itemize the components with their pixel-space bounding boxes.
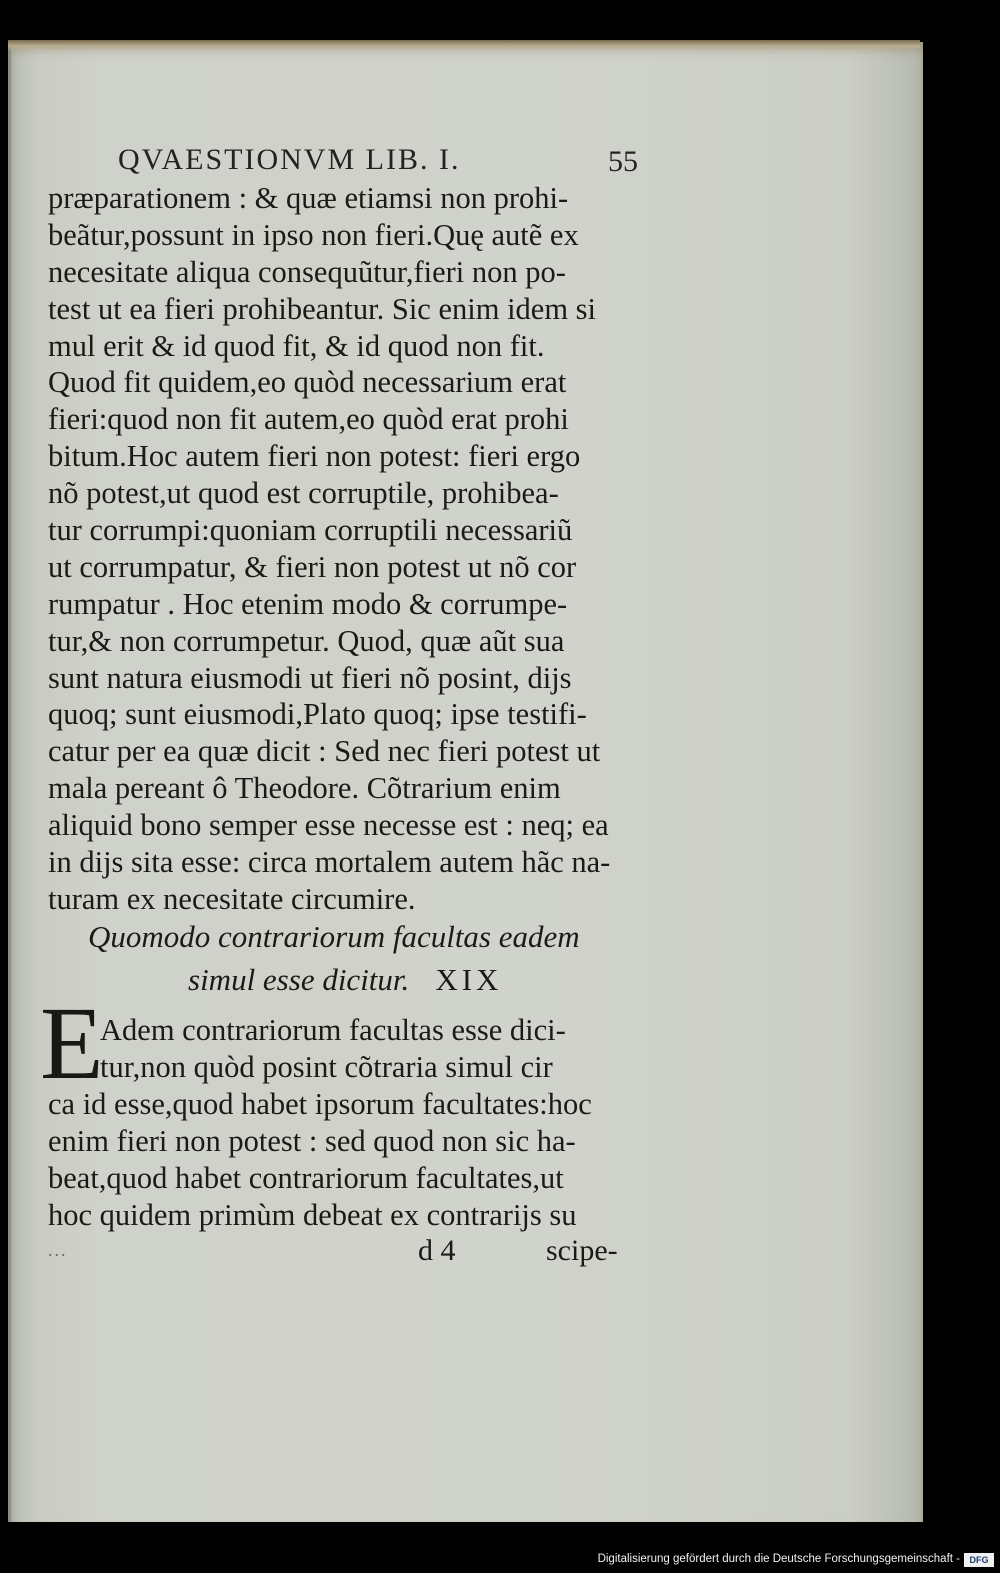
text-line: Adem contrariorum facultas esse dici- bbox=[100, 1013, 566, 1047]
dfg-logo-icon: DFG bbox=[964, 1553, 994, 1567]
text-line: enim fieri non potest : sed quod non sic ha- bbox=[48, 1123, 576, 1158]
section-number: XIX bbox=[435, 962, 503, 997]
text-line: fieri:quod non fit autem,eo quòd erat prohi bbox=[48, 402, 569, 437]
text-line: sunt natura eiusmodi ut fieri nõ posint, dijs bbox=[48, 660, 572, 695]
running-head bbox=[118, 143, 658, 183]
text-line: beãtur,possunt in ipso non fieri.Quę autẽ ex bbox=[48, 217, 579, 252]
page-top-edge bbox=[8, 40, 920, 50]
text-line: tur corrumpi:quoniam corruptili necessariũ bbox=[48, 513, 573, 548]
text-line: bitum.Hoc autem fieri non potest: fieri ergo bbox=[48, 439, 581, 474]
text-line: Quod fit quidem,eo quòd necessarium erat bbox=[48, 365, 567, 400]
text-line: hoc quidem primùm debeat ex contrarijs su bbox=[48, 1197, 577, 1232]
text-line: rumpatur . Hoc etenim modo & corrumpe- bbox=[48, 586, 568, 621]
text-line: beat,quod habet contrariorum facultates,ut bbox=[48, 1160, 564, 1195]
text-line: nõ potest,ut quod est corruptile, prohibea- bbox=[48, 476, 559, 511]
text-line: in dijs sita esse: circa mortalem autem hãc na- bbox=[48, 845, 611, 880]
text-line: mala pereant ô Theodore. Cõtrarium enim bbox=[48, 771, 561, 806]
continued-text bbox=[48, 1086, 648, 1234]
drop-initial: E bbox=[40, 986, 104, 1101]
text-line: præparationem : & quæ etiamsi non prohi- bbox=[48, 181, 569, 215]
page-footer bbox=[48, 1234, 648, 1274]
text-line: necesitate aliqua consequũtur,fieri non po- bbox=[48, 254, 566, 289]
text-line: tur,non quòd posint cõtraria simul cir bbox=[100, 1049, 553, 1084]
credit-bar bbox=[580, 1550, 1000, 1572]
credit-text: Digitalisierung gefördert durch die Deutsche Forschungsgemeinschaft - bbox=[597, 1553, 960, 1565]
text-line: ut corrumpatur, & fieri non potest ut nõ cor bbox=[48, 549, 577, 584]
running-head-title: QVAESTIONVM LIB. I. bbox=[118, 143, 461, 176]
section-heading-line2-text: simul esse dicitur. bbox=[188, 962, 410, 997]
catchword: scipe- bbox=[546, 1234, 618, 1267]
section-heading-line1: Quomodo contrariorum facultas eadem bbox=[88, 919, 580, 954]
stray-marks: ... bbox=[48, 1240, 68, 1260]
text-line: test ut ea fieri prohibeantur. Sic enim idem si bbox=[48, 291, 597, 326]
text-line: aliquid bono semper esse necesse est : neq; ea bbox=[48, 808, 609, 843]
section-heading-line2 bbox=[88, 958, 648, 1001]
page-number: 55 bbox=[608, 145, 638, 178]
text-line: ca id esse,quod habet ipsorum facultates:hoc bbox=[48, 1087, 592, 1121]
text-line: catur per ea quæ dicit : Sed nec fieri potest ut bbox=[48, 734, 601, 769]
drop-initial-text bbox=[100, 1012, 640, 1086]
text-line: turam ex necesitate circumire. bbox=[48, 881, 416, 916]
signature-mark: d 4 bbox=[418, 1234, 456, 1267]
body-text bbox=[48, 180, 648, 918]
text-line: mul erit & id quod fit, & id quod non fit. bbox=[48, 328, 545, 363]
text-line: quoq; sunt eiusmodi,Plato quoq; ipse testifi- bbox=[48, 697, 587, 732]
text-line: tur,& non corrumpetur. Quod, quæ aũt sua bbox=[48, 623, 565, 658]
section-heading bbox=[88, 915, 648, 1001]
